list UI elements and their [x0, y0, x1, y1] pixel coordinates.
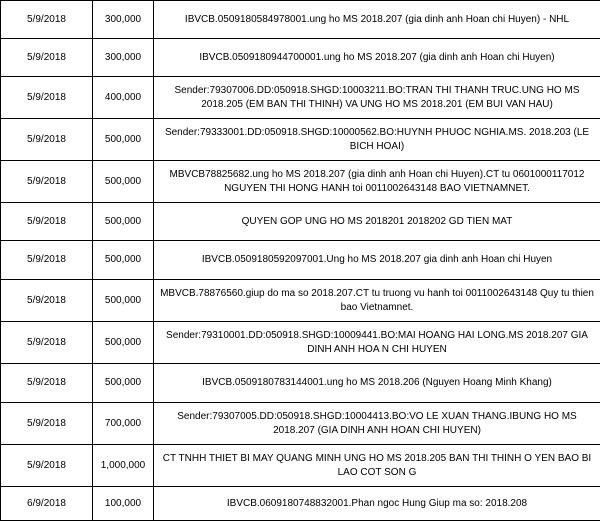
- table-row: [1, 445, 600, 487]
- date-cell: 5/9/2018: [1, 241, 93, 280]
- table-row: [1, 280, 600, 322]
- description-cell: IBVCB.0509180944700001.ung ho MS 2018.207 (gia dinh anh Hoan chi Huyen): [154, 39, 600, 77]
- date-cell: 5/9/2018: [1, 203, 93, 241]
- amount-cell: 500,000: [93, 364, 154, 403]
- description-cell: Sender:79307005.DD:050918.SHGD:10004413.BO:VO LE XUAN THANG.IBUNG HO MS 2018.207 (GIA DINH ANH HOAN CHI HUYEN): [154, 403, 600, 445]
- description-cell: IBVCB.0509180592097001.Ung ho MS 2018.207 gia dinh anh Hoan chi Huyen: [154, 241, 600, 280]
- table-row: [1, 1, 600, 39]
- table-row: [1, 161, 600, 203]
- table-row: [1, 77, 600, 119]
- date-cell: 5/9/2018: [1, 322, 93, 364]
- date-cell: 6/9/2018: [1, 487, 93, 521]
- table-row: [1, 119, 600, 161]
- date-cell: 5/9/2018: [1, 445, 93, 487]
- table-row: [1, 487, 600, 521]
- amount-cell: 1,000,000: [93, 445, 154, 487]
- description-cell: Sender:79333001.DD:050918.SHGD:10000562.BO:HUYNH PHUOC NGHIA.MS. 2018.203 (LE BICH HOAI): [154, 119, 600, 161]
- date-cell: 5/9/2018: [1, 77, 93, 119]
- description-cell: IBVCB.0509180783144001.ung ho MS 2018.206 (Nguyen Hoang Minh Khang): [154, 364, 600, 403]
- amount-cell: 500,000: [93, 161, 154, 203]
- amount-cell: 500,000: [93, 241, 154, 280]
- date-cell: 5/9/2018: [1, 161, 93, 203]
- description-cell: MBVCB78825682.ung ho MS 2018.207 (gia dinh anh Hoan chi Huyen).CT tu 0601000117012 NGUYEN THI HONG HANH toi 0011002643148 BAO VIETNAMNET.: [154, 161, 600, 203]
- amount-cell: 300,000: [93, 39, 154, 77]
- date-cell: 5/9/2018: [1, 1, 93, 39]
- table-row: [1, 39, 600, 77]
- amount-cell: 500,000: [93, 322, 154, 364]
- date-cell: 5/9/2018: [1, 119, 93, 161]
- description-cell: CT TNHH THIET BI MAY QUANG MINH UNG HO MS 2018.205 BAN THI THINH O YEN BAO BI LAO COT SON G: [154, 445, 600, 487]
- date-cell: 5/9/2018: [1, 403, 93, 445]
- description-cell: Sender:79307006.DD:050918.SHGD:10003211.BO:TRAN THI THANH TRUC.UNG HO MS 2018.205 (EM BAN THI THINH) VA UNG HO MS 2018.201 (EM BUI VAN HAU): [154, 77, 600, 119]
- table-row: [1, 203, 600, 241]
- date-cell: 5/9/2018: [1, 364, 93, 403]
- table-row: [1, 364, 600, 403]
- amount-cell: 500,000: [93, 203, 154, 241]
- description-cell: Sender:79310001.DD:050918.SHGD:10009441.BO:MAI HOANG HAI LONG.MS 2018.207 GIA DINH ANH HOA N CHI HUYEN: [154, 322, 600, 364]
- amount-cell: 300,000: [93, 1, 154, 39]
- table-row: [1, 241, 600, 280]
- description-cell: IBVCB.0609180748832001.Phan ngoc Hung Giup ma so: 2018.208: [154, 487, 600, 521]
- description-cell: QUYEN GOP UNG HO MS 2018201 2018202 GD TIEN MAT: [154, 203, 600, 241]
- table-row: [1, 322, 600, 364]
- date-cell: 5/9/2018: [1, 280, 93, 322]
- amount-cell: 700,000: [93, 403, 154, 445]
- description-cell: MBVCB.78876560.giup do ma so 2018.207.CT tu truong vu hanh toi 0011002643148 Quy tu thien bao Vietnamnet.: [154, 280, 600, 322]
- description-cell: IBVCB.0509180584978001.ung ho MS 2018.207 (gia dinh anh Hoan chi Huyen) - NHL: [154, 1, 600, 39]
- amount-cell: 500,000: [93, 119, 154, 161]
- amount-cell: 400,000: [93, 77, 154, 119]
- date-cell: 5/9/2018: [1, 39, 93, 77]
- table-row: [1, 403, 600, 445]
- amount-cell: 100,000: [93, 487, 154, 521]
- amount-cell: 500,000: [93, 280, 154, 322]
